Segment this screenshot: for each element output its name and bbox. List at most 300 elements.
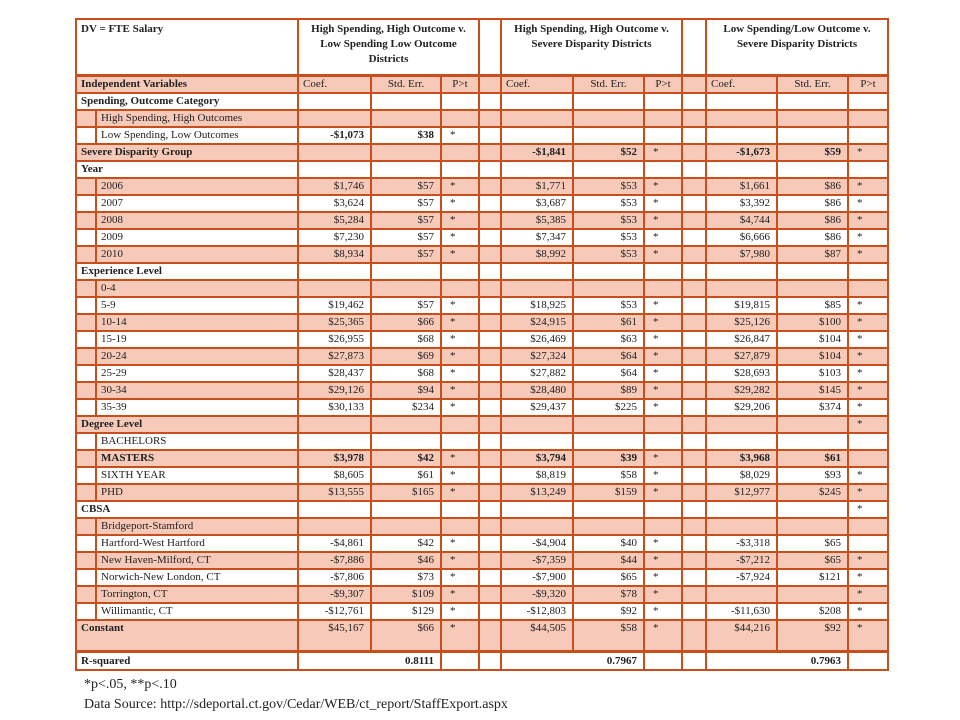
- coef-value: $26,955: [298, 331, 371, 348]
- table-row: [76, 484, 888, 501]
- coef-value: -$7,212: [706, 552, 777, 569]
- std-err-value: [777, 501, 848, 518]
- coef-value: -$9,307: [298, 586, 371, 603]
- gap-cell: [682, 195, 706, 212]
- p-value-marker: *: [848, 195, 888, 212]
- gap-cell: [682, 76, 706, 94]
- coef-value: $28,437: [298, 365, 371, 382]
- p-value-marker: *: [644, 331, 682, 348]
- p-value-marker: [644, 110, 682, 127]
- std-err-value: [777, 433, 848, 450]
- coef-value: [298, 144, 371, 161]
- p-value-marker: *: [441, 382, 479, 399]
- std-err-value: $40: [573, 535, 644, 552]
- indent-cell: [76, 331, 96, 348]
- table-row: [76, 93, 888, 110]
- gap-cell: [682, 467, 706, 484]
- p-value-marker: *: [441, 195, 479, 212]
- coef-value: [298, 416, 371, 433]
- std-err-value: $245: [777, 484, 848, 501]
- p-value-marker: *: [848, 399, 888, 416]
- p-value-marker: *: [644, 246, 682, 263]
- col-se: Std. Err.: [371, 76, 441, 94]
- p-value-marker: *: [644, 348, 682, 365]
- std-err-value: $64: [573, 348, 644, 365]
- coef-value: [298, 263, 371, 280]
- std-err-value: $65: [573, 569, 644, 586]
- std-err-value: $66: [371, 314, 441, 331]
- gap-cell: [479, 518, 501, 535]
- p-value-marker: *: [644, 586, 682, 603]
- p-value-marker: [848, 93, 888, 110]
- std-err-value: [573, 110, 644, 127]
- p-value-marker: [441, 416, 479, 433]
- std-err-value: [371, 144, 441, 161]
- coef-value: [706, 161, 777, 178]
- std-err-value: [371, 501, 441, 518]
- p-value-marker: *: [848, 382, 888, 399]
- p-value-marker: *: [848, 586, 888, 603]
- std-err-value: [371, 161, 441, 178]
- p-value-marker: *: [848, 348, 888, 365]
- table-row: [76, 263, 888, 280]
- p-value-marker: *: [441, 246, 479, 263]
- std-err-value: $52: [573, 144, 644, 161]
- rsquared-value: 0.7967: [501, 652, 644, 671]
- std-err-value: $92: [777, 620, 848, 652]
- indent-cell: [76, 348, 96, 365]
- gap-cell: [682, 331, 706, 348]
- p-value-marker: *: [848, 501, 888, 518]
- indent-cell: [76, 382, 96, 399]
- coef-value: [298, 518, 371, 535]
- std-err-value: $89: [573, 382, 644, 399]
- p-value-marker: *: [848, 484, 888, 501]
- indent-cell: [76, 399, 96, 416]
- p-value-marker: *: [848, 603, 888, 620]
- std-err-value: [777, 127, 848, 144]
- coef-value: [298, 110, 371, 127]
- gap-cell: [479, 76, 501, 94]
- row-label: Hartford-West Hartford: [96, 535, 298, 552]
- p-value-marker: *: [848, 212, 888, 229]
- gap-cell: [682, 161, 706, 178]
- table-row: [76, 399, 888, 416]
- coef-value: $3,624: [298, 195, 371, 212]
- table-row: [76, 127, 888, 144]
- std-err-value: $104: [777, 348, 848, 365]
- p-value-marker: *: [441, 365, 479, 382]
- p-value-marker: [441, 263, 479, 280]
- gap-cell: [682, 127, 706, 144]
- p-value-marker: [848, 652, 888, 671]
- coef-value: $3,687: [501, 195, 573, 212]
- row-label: 25-29: [96, 365, 298, 382]
- row-label: Torrington, CT: [96, 586, 298, 603]
- gap-cell: [682, 450, 706, 467]
- std-err-value: $53: [573, 212, 644, 229]
- coef-value: [501, 161, 573, 178]
- row-label: BACHELORS: [96, 433, 298, 450]
- table-row: [76, 620, 888, 652]
- row-label: Bridgeport-Stamford: [96, 518, 298, 535]
- p-value-marker: *: [644, 314, 682, 331]
- coef-value: -$4,904: [501, 535, 573, 552]
- std-err-value: [777, 416, 848, 433]
- p-value-marker: *: [848, 365, 888, 382]
- gap-cell: [682, 314, 706, 331]
- gap-cell: [479, 263, 501, 280]
- gap-cell: [682, 569, 706, 586]
- gap-cell: [682, 399, 706, 416]
- p-value-marker: *: [441, 535, 479, 552]
- coef-value: $29,206: [706, 399, 777, 416]
- coef-value: [706, 110, 777, 127]
- std-err-value: $92: [573, 603, 644, 620]
- gap-cell: [682, 297, 706, 314]
- std-err-value: $39: [573, 450, 644, 467]
- p-value-marker: *: [441, 484, 479, 501]
- row-label: 2007: [96, 195, 298, 212]
- gap-cell: [479, 297, 501, 314]
- indent-cell: [76, 365, 96, 382]
- std-err-value: [777, 110, 848, 127]
- coef-value: $12,977: [706, 484, 777, 501]
- coef-value: [706, 501, 777, 518]
- table-row: [76, 246, 888, 263]
- p-value-marker: [441, 161, 479, 178]
- gap-cell: [682, 93, 706, 110]
- coef-value: -$7,900: [501, 569, 573, 586]
- coef-value: $8,934: [298, 246, 371, 263]
- regression-table: [75, 18, 889, 671]
- std-err-value: $57: [371, 297, 441, 314]
- rsquared-value: 0.7963: [706, 652, 848, 671]
- std-err-value: $73: [371, 569, 441, 586]
- table-row: [76, 382, 888, 399]
- gap-cell: [479, 365, 501, 382]
- std-err-value: $53: [573, 195, 644, 212]
- indent-cell: [76, 450, 96, 467]
- p-value-marker: *: [441, 569, 479, 586]
- p-value-marker: [848, 450, 888, 467]
- std-err-value: $59: [777, 144, 848, 161]
- coef-value: -$11,630: [706, 603, 777, 620]
- row-label: PHD: [96, 484, 298, 501]
- row-label: New Haven-Milford, CT: [96, 552, 298, 569]
- row-label: 20-24: [96, 348, 298, 365]
- p-value-marker: [441, 433, 479, 450]
- std-err-value: $61: [371, 467, 441, 484]
- p-value-marker: [848, 110, 888, 127]
- indent-cell: [76, 280, 96, 297]
- row-label: Norwich-New London, CT: [96, 569, 298, 586]
- std-err-value: [371, 518, 441, 535]
- std-err-value: $57: [371, 246, 441, 263]
- std-err-value: $38: [371, 127, 441, 144]
- coef-value: $26,847: [706, 331, 777, 348]
- std-err-value: $42: [371, 450, 441, 467]
- p-value-marker: *: [848, 552, 888, 569]
- p-value-marker: [848, 433, 888, 450]
- coef-value: $19,815: [706, 297, 777, 314]
- row-label: High Spending, High Outcomes: [96, 110, 298, 127]
- std-err-value: $121: [777, 569, 848, 586]
- p-value-marker: *: [848, 229, 888, 246]
- rsquared-row: [76, 652, 888, 671]
- table-row: [76, 280, 888, 297]
- p-value-marker: *: [644, 399, 682, 416]
- gap-cell: [479, 229, 501, 246]
- gap-cell: [479, 484, 501, 501]
- gap-cell: [682, 603, 706, 620]
- gap-cell: [479, 280, 501, 297]
- p-value-marker: *: [441, 127, 479, 144]
- std-err-value: $68: [371, 365, 441, 382]
- coef-value: $8,029: [706, 467, 777, 484]
- gap-cell: [479, 195, 501, 212]
- coef-value: $7,230: [298, 229, 371, 246]
- p-value-marker: *: [644, 620, 682, 652]
- p-value-marker: *: [644, 229, 682, 246]
- gap-cell: [479, 161, 501, 178]
- coef-value: [501, 433, 573, 450]
- std-err-value: [371, 416, 441, 433]
- coef-value: [706, 518, 777, 535]
- gap-cell: [479, 569, 501, 586]
- std-err-value: [777, 280, 848, 297]
- std-err-value: [371, 280, 441, 297]
- std-err-value: [371, 93, 441, 110]
- col-p: P>t: [848, 76, 888, 94]
- std-err-value: [371, 110, 441, 127]
- p-value-marker: *: [848, 467, 888, 484]
- table-row: [76, 195, 888, 212]
- table-row: [76, 178, 888, 195]
- row-label: 10-14: [96, 314, 298, 331]
- std-err-value: $100: [777, 314, 848, 331]
- std-err-value: $53: [573, 297, 644, 314]
- row-label: MASTERS: [96, 450, 298, 467]
- coef-value: -$1,673: [706, 144, 777, 161]
- p-value-marker: *: [644, 467, 682, 484]
- row-label: 35-39: [96, 399, 298, 416]
- p-value-marker: [441, 110, 479, 127]
- p-value-marker: [644, 433, 682, 450]
- coef-value: $27,882: [501, 365, 573, 382]
- row-label: 2009: [96, 229, 298, 246]
- gap-cell: [682, 110, 706, 127]
- model-3-header: Low Spending/Low Outcome v. Severe Disparity Districts: [706, 19, 888, 76]
- std-err-value: $145: [777, 382, 848, 399]
- coef-value: $1,771: [501, 178, 573, 195]
- coef-value: [501, 416, 573, 433]
- coef-value: $28,693: [706, 365, 777, 382]
- gap-cell: [682, 19, 706, 76]
- coef-value: [501, 518, 573, 535]
- std-err-value: $57: [371, 212, 441, 229]
- coef-value: $1,661: [706, 178, 777, 195]
- gap-cell: [479, 110, 501, 127]
- p-value-marker: [848, 263, 888, 280]
- gap-cell: [479, 178, 501, 195]
- indent-cell: [76, 297, 96, 314]
- p-value-marker: *: [848, 569, 888, 586]
- gap-cell: [479, 144, 501, 161]
- coef-value: $25,126: [706, 314, 777, 331]
- std-err-value: $57: [371, 195, 441, 212]
- coef-value: $4,744: [706, 212, 777, 229]
- gap-cell: [479, 399, 501, 416]
- p-value-marker: [644, 161, 682, 178]
- std-err-value: $57: [371, 178, 441, 195]
- p-value-marker: *: [441, 620, 479, 652]
- std-err-value: $65: [777, 535, 848, 552]
- p-value-marker: *: [644, 365, 682, 382]
- p-value-marker: *: [848, 331, 888, 348]
- coef-value: $5,284: [298, 212, 371, 229]
- p-value-marker: *: [848, 416, 888, 433]
- table-row: [76, 229, 888, 246]
- p-value-marker: [441, 93, 479, 110]
- std-err-value: $58: [573, 620, 644, 652]
- table-row: [76, 569, 888, 586]
- coef-value: $13,555: [298, 484, 371, 501]
- coef-value: $30,133: [298, 399, 371, 416]
- coef-value: -$7,924: [706, 569, 777, 586]
- indent-cell: [76, 603, 96, 620]
- coef-value: [298, 501, 371, 518]
- gap-cell: [479, 93, 501, 110]
- std-err-value: [777, 93, 848, 110]
- table-row: [76, 331, 888, 348]
- std-err-value: $85: [777, 297, 848, 314]
- row-label: Constant: [76, 620, 298, 652]
- table-row: [76, 518, 888, 535]
- table-row: [76, 365, 888, 382]
- p-value-marker: *: [644, 144, 682, 161]
- table-row: [76, 552, 888, 569]
- gap-cell: [479, 586, 501, 603]
- gap-cell: [682, 178, 706, 195]
- coef-value: [298, 433, 371, 450]
- table-row: [76, 110, 888, 127]
- row-label: 2006: [96, 178, 298, 195]
- p-value-marker: [441, 652, 479, 671]
- coef-value: [501, 127, 573, 144]
- gap-cell: [479, 314, 501, 331]
- coef-value: [298, 93, 371, 110]
- col-p: P>t: [441, 76, 479, 94]
- std-err-value: $61: [777, 450, 848, 467]
- coef-value: [706, 127, 777, 144]
- model-header-row: [76, 19, 888, 76]
- std-err-value: [573, 161, 644, 178]
- gap-cell: [682, 348, 706, 365]
- indent-cell: [76, 127, 96, 144]
- row-label: Severe Disparity Group: [76, 144, 298, 161]
- coef-value: [706, 416, 777, 433]
- gap-cell: [479, 382, 501, 399]
- coef-value: $44,216: [706, 620, 777, 652]
- coef-value: -$1,073: [298, 127, 371, 144]
- coef-value: [298, 161, 371, 178]
- coef-value: [706, 93, 777, 110]
- row-label: Spending, Outcome Category: [76, 93, 298, 110]
- gap-cell: [682, 229, 706, 246]
- p-value-marker: [644, 518, 682, 535]
- gap-cell: [479, 433, 501, 450]
- dv-label: DV = FTE Salary: [76, 19, 298, 76]
- coef-value: $45,167: [298, 620, 371, 652]
- iv-label: Independent Variables: [76, 76, 298, 94]
- gap-cell: [682, 620, 706, 652]
- data-source: Data Source: http://sdeportal.ct.gov/Cedar/WEB/ct_report/StaffExport.aspx: [84, 697, 508, 712]
- std-err-value: $374: [777, 399, 848, 416]
- coef-value: -$3,318: [706, 535, 777, 552]
- std-err-value: $57: [371, 229, 441, 246]
- p-value-marker: *: [441, 348, 479, 365]
- indent-cell: [76, 110, 96, 127]
- indent-cell: [76, 246, 96, 263]
- coef-value: $8,819: [501, 467, 573, 484]
- p-value-marker: *: [644, 450, 682, 467]
- coef-value: -$4,861: [298, 535, 371, 552]
- p-value-marker: *: [644, 178, 682, 195]
- coef-value: -$7,886: [298, 552, 371, 569]
- row-label: 30-34: [96, 382, 298, 399]
- p-value-marker: [644, 280, 682, 297]
- coef-value: $8,605: [298, 467, 371, 484]
- col-coef: Coef.: [706, 76, 777, 94]
- coef-value: $24,915: [501, 314, 573, 331]
- coef-value: -$12,803: [501, 603, 573, 620]
- coef-value: $3,978: [298, 450, 371, 467]
- p-value-marker: [644, 416, 682, 433]
- row-label: 2010: [96, 246, 298, 263]
- coef-value: -$9,320: [501, 586, 573, 603]
- indent-cell: [76, 229, 96, 246]
- std-err-value: $225: [573, 399, 644, 416]
- table-row: [76, 144, 888, 161]
- coef-value: $7,980: [706, 246, 777, 263]
- gap-cell: [479, 246, 501, 263]
- table-row: [76, 535, 888, 552]
- std-err-value: $63: [573, 331, 644, 348]
- coef-value: [298, 280, 371, 297]
- gap-cell: [682, 518, 706, 535]
- indent-cell: [76, 314, 96, 331]
- coef-value: [501, 501, 573, 518]
- row-label: 2008: [96, 212, 298, 229]
- gap-cell: [682, 652, 706, 671]
- p-value-marker: *: [644, 382, 682, 399]
- std-err-value: [573, 501, 644, 518]
- column-header-row: [76, 76, 888, 94]
- coef-value: $19,462: [298, 297, 371, 314]
- std-err-value: [573, 93, 644, 110]
- std-err-value: $66: [371, 620, 441, 652]
- table-row: [76, 467, 888, 484]
- indent-cell: [76, 518, 96, 535]
- rsquared-value: 0.8111: [298, 652, 441, 671]
- std-err-value: $165: [371, 484, 441, 501]
- gap-cell: [682, 144, 706, 161]
- coef-value: $5,385: [501, 212, 573, 229]
- gap-cell: [479, 348, 501, 365]
- indent-cell: [76, 535, 96, 552]
- p-value-marker: *: [441, 399, 479, 416]
